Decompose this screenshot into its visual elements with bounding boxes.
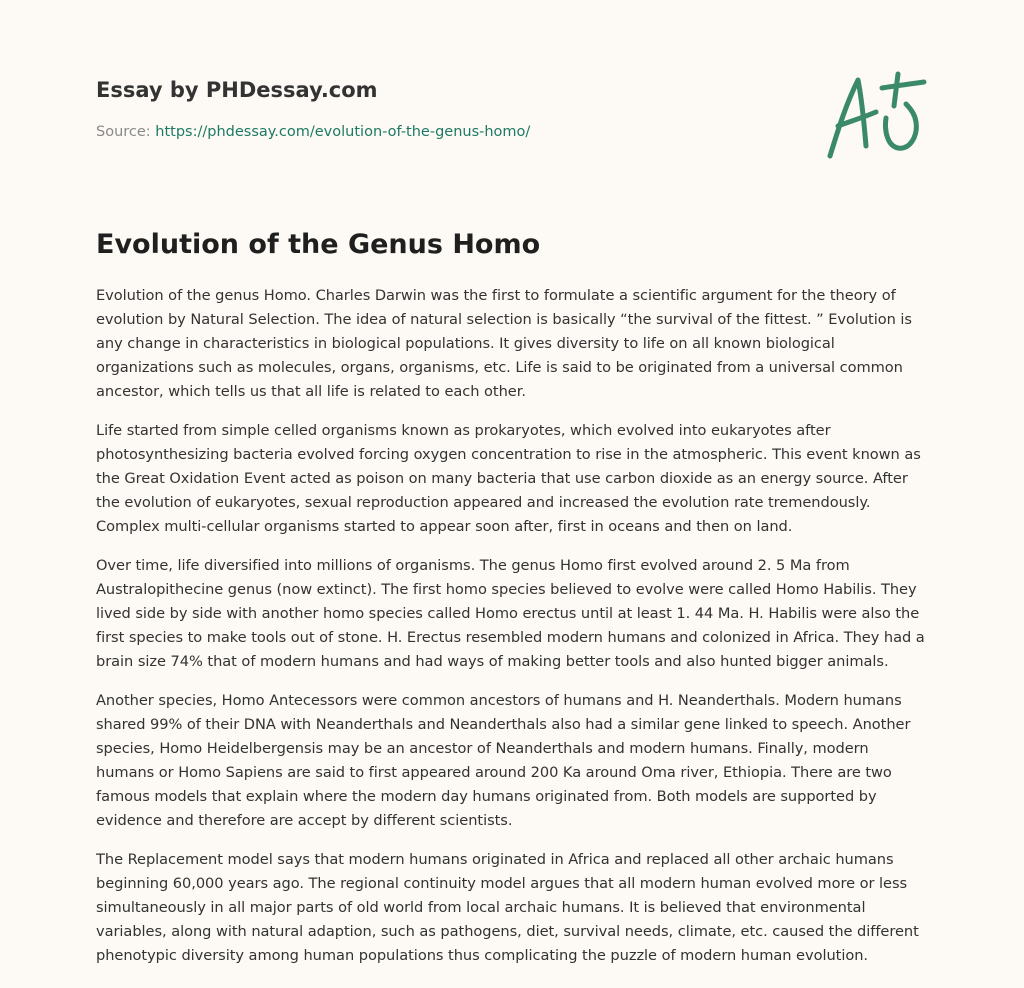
essay-paragraph: Life started from simple celled organisms known as prokaryotes, which evolved into eukaryotes after photosynthesizing bacteria evolved forcing oxygen concentration to rise in the atmospheric. This event known as the Great Oxidation Event acted as poison on many bacteria that use carbon dioxide as an energy source. After the evolution of eukaryotes, sexual reproduction appeared and increased the evolution rate tremendously. Complex multi-cellular organisms started to appear soon after, first in oceans and then on land. <box>96 422 921 535</box>
essay-paragraph: Over time, life diversified into millions of organisms. The genus Homo first evolved around 2. 5 Ma from Australopithecine genus (now extinct). The first homo species believed to evolve were called Homo Habilis. They lived side by side with another homo species called Homo erectus until at least 1. 44 Ma. H. Habilis were also the first species to make tools out of stone. H. Erectus resembled modern humans and colonized in Africa. They had a brain size 74% that of modern humans and had ways of making better tools and also hunted bigger animals. <box>96 557 925 670</box>
a-plus-logo-icon <box>820 68 930 164</box>
essay-paragraph: The Replacement model says that modern humans originated in Africa and replaced all other archaic humans beginning 60,000 years ago. The regional continuity model argues that all modern human evolved more or less simultaneously in all major parts of old world from local archaic humans. It is believed that environmental variables, along with natural adaption, such as pathogens, diet, survival needs, climate, etc. caused the different phenotypic diversity among human populations thus complicating the puzzle of modern human evolution. <box>96 851 919 964</box>
essay-header <box>96 76 530 142</box>
essay-title: Evolution of the Genus Homo <box>96 229 541 260</box>
essay-paragraph: Evolution of the genus Homo. Charles Darwin was the first to formulate a scientific argument for the theory of evolution by Natural Selection. The idea of natural selection is basically “the survival of the fittest. ” Evolution is any change in characteristics in biological populations. It gives diversity to life on all known biological organizations such as molecules, organs, organisms, etc. Life is said to be originated from a universal common ancestor, which tells us that all life is related to each other. <box>96 287 912 400</box>
source-link[interactable]: https://phdessay.com/evolution-of-the-genus-homo/ <box>155 124 531 140</box>
essay-paragraph: Another species, Homo Antecessors were common ancestors of humans and H. Neanderthals. Modern humans shared 99% of their DNA with Neanderthals and Neanderthals also had a similar gene linked to speech. Another species, Homo Heidelbergensis may be an ancestor of Neanderthals and modern humans. Finally, modern humans or Homo Sapiens are said to first appeared around 200 Ka around Oma river, Ethiopia. There are two famous models that explain where the modern day humans originated from. Both models are supported by evidence and therefore are accept by different scientists. <box>96 692 911 829</box>
source-line <box>96 122 530 142</box>
brand-title: Essay by PHDessay.com <box>96 78 378 102</box>
essay-body <box>96 284 930 983</box>
source-label: Source: <box>96 124 156 140</box>
